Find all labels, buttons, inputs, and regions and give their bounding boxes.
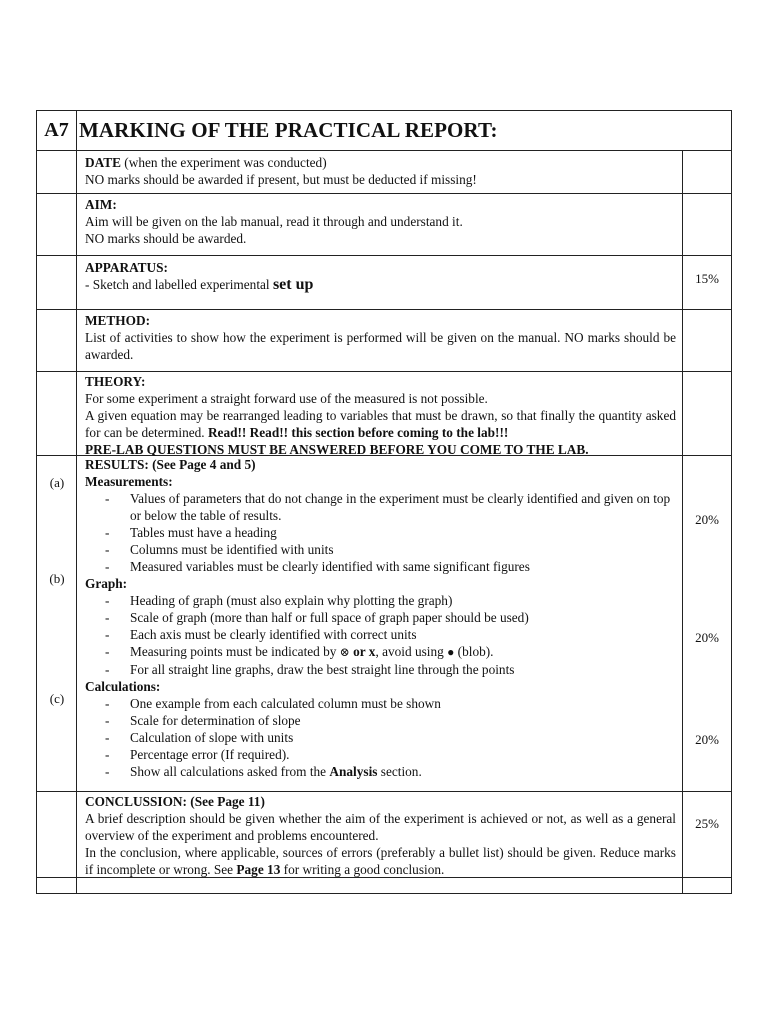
graph-mark: 20% (695, 630, 719, 645)
method-heading: METHOD: (85, 313, 151, 328)
list-item: - Values of parameters that do not change in the experiment must be clearly identified and given on top or below the table of results. (105, 490, 676, 524)
method-row (37, 309, 731, 371)
marking-table (36, 110, 732, 894)
list-item: - Columns must be identified with units (105, 541, 676, 558)
list-item: - Show all calculations asked from the Analysis section. (105, 763, 676, 780)
date-row (37, 150, 731, 193)
conclusion-page-ref: Page 13 (236, 862, 281, 877)
measurements-list (85, 490, 676, 575)
list-item: - Each axis must be clearly identified with correct units (105, 626, 676, 643)
apparatus-text-emphasis: set up (272, 276, 314, 293)
conclusion-heading: CONCLUSSION: (See Page 11) (85, 794, 265, 809)
list-item: - For all straight line graphs, draw the best straight line through the points (105, 661, 676, 678)
conclusion-text-2: In the conclusion, where applicable, sources of errors (preferably a bullet list) should be given. Reduce marks if incomplete or wrong. See (85, 845, 676, 877)
list-item: - Calculation of slope with units (105, 729, 676, 746)
method-text: List of activities to show how the experiment is performed will be given on the manual. NO marks should be awarded. (85, 330, 676, 362)
section-code: A7 (37, 111, 77, 150)
apparatus-cell (77, 256, 683, 309)
conclusion-text-1: A brief description should be given whether the aim of the experiment is achieved or not, as well as a general overview of the experiment and problems encountered. (85, 811, 676, 843)
theory-heading: THEORY: (85, 374, 146, 389)
theory-line-1: For some experiment a straight forward use of the measured is not possible. (85, 391, 488, 406)
graph-heading: Graph: (85, 576, 128, 591)
results-row (37, 455, 731, 791)
blob-symbol: ● (447, 645, 455, 659)
date-text: NO marks should be awarded if present, but must be deducted if missing! (85, 172, 477, 187)
date-heading-note: (when the experiment was conducted) (120, 155, 327, 170)
apparatus-heading: APPARATUS: (85, 260, 168, 275)
measurements-mark: 20% (695, 512, 719, 527)
theory-cell (77, 372, 683, 455)
calculations-heading: Calculations: (85, 679, 161, 694)
conclusion-mark: 25% (695, 816, 719, 831)
list-item: - One example from each calculated column must be shown (105, 695, 676, 712)
calculations-mark: 20% (695, 732, 719, 747)
conclusion-row (37, 791, 731, 877)
cross-circle-symbol: ⊗ (339, 645, 350, 659)
list-item: - Tables must have a heading (105, 524, 676, 541)
measurements-heading: Measurements: (85, 474, 173, 489)
date-cell (77, 151, 683, 193)
list-item: - Scale of graph (more than half or full space of graph paper should be used) (105, 609, 676, 626)
theory-read-note: Read!! Read!! this section before coming to the lab!!! (207, 425, 509, 440)
apparatus-text: - Sketch and labelled experimental (85, 277, 273, 292)
apparatus-mark: 15% (695, 271, 719, 286)
aim-line-1: Aim will be given on the lab manual, read it through and understand it. (85, 214, 463, 229)
theory-row (37, 371, 731, 455)
aim-line-2: NO marks should be awarded. (85, 231, 247, 246)
results-heading: RESULTS: (See Page 4 and 5) (85, 457, 256, 472)
graph-list (85, 592, 676, 678)
results-cell (77, 456, 683, 791)
graph-label: (b) (49, 571, 65, 586)
measurements-label: (a) (49, 475, 65, 490)
aim-cell (77, 194, 683, 255)
list-item: - Percentage error (If required). (105, 746, 676, 763)
theory-line-2: A given equation may be rearranged leading to variables that must be drawn, so that finally the quantity asked for can be determined. (85, 408, 676, 440)
list-item: - Scale for determination of slope (105, 712, 676, 729)
calculations-list (85, 695, 676, 780)
conclusion-cell: CONCLUSSION: (See Page 11) A brief description should be given whether the aim of the experiment is achieved or not, as well as a general overview of the experiment and problems encountered. In the conclusion, where applicable, sources of errors (preferably a bullet list) should be given. Reduce marks if incomplete or wrong. See Page 13 for writing a good conclusion. (77, 792, 683, 877)
empty-row (37, 877, 731, 893)
method-cell (77, 310, 683, 371)
page-title: MARKING OF THE PRACTICAL REPORT: (79, 118, 498, 142)
list-item: - Measured variables must be clearly identified with same significant figures (105, 558, 676, 575)
list-item: - Heading of graph (must also explain why plotting the graph) (105, 592, 676, 609)
aim-heading: AIM: (85, 197, 117, 212)
date-heading: DATE (85, 155, 121, 170)
apparatus-row (37, 255, 731, 309)
calculations-label: (c) (49, 691, 65, 706)
theory-prelab-note: PRE-LAB QUESTIONS MUST BE ANSWERED BEFORE YOU COME TO THE LAB. (85, 442, 589, 457)
aim-row (37, 193, 731, 255)
header-row (37, 111, 731, 150)
list-item: - Measuring points must be indicated by ⊗ or x, avoid using ● (blob). (105, 643, 676, 661)
